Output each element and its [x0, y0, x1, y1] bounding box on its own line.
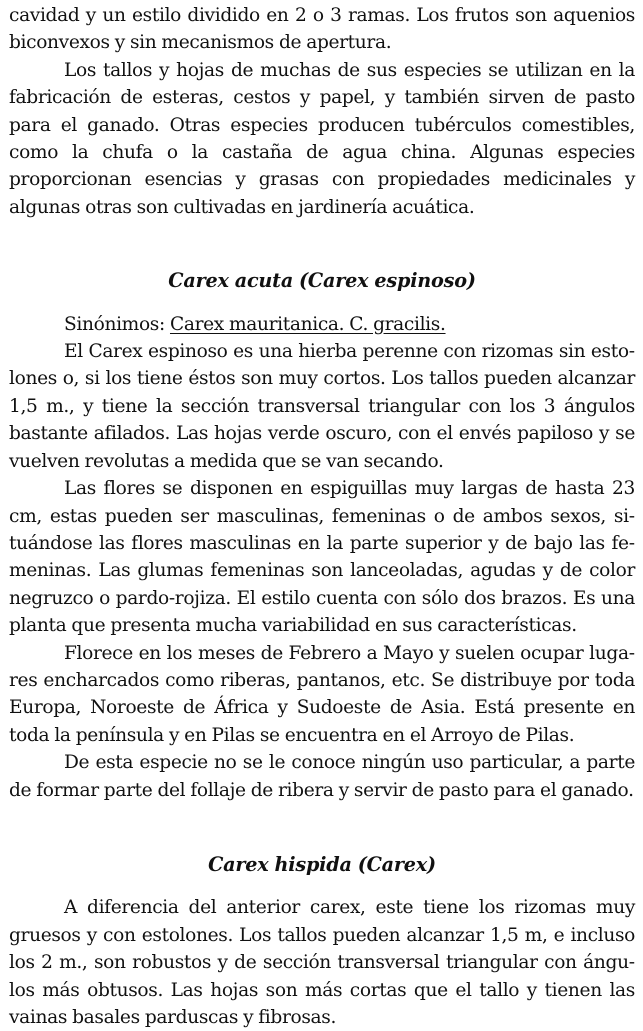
section-title-carex-acuta: Carex acuta (Carex espinoso): [168, 269, 476, 293]
carex-acuta-habitat: Florece en los meses de Febrero a Mayo y suelen ocupar lugares encharcados como riberas, pantanos, etc. Se distribuye por toda Europa, Noroeste de África y Sudoeste de Asia. Está presente en toda la península y en Pilas se encuentra en el Arroyo de Pilas.: [9, 642, 635, 746]
intro-paragraph-continuation: cavidad y un estilo dividido en 2 o 3 ramas. Los frutos son aquenios biconvexos y sin mecanismos de apertura.: [9, 5, 635, 54]
synonyms-line: [9, 311, 635, 338]
intro-paragraph-uses: Los tallos y hojas de muchas de sus especies se utilizan en la fabricación de esteras, cestos y papel, y también sirven de pasto para el ganado. Otras especies producen tubérculos comestibles, como la chufa o la castaña de agua china. Algunas especies proporcionan esencias y grasas con propiedades medicinales y algunas otras son cultivadas en jardinería acuática.: [9, 59, 635, 218]
carex-acuta-description: El Carex espinoso es una hierba perenne con rizomas sin estolones o, si los tiene éstos son muy cortos. Los tallos pueden alcanzar 1,5 m., y tiene la sección transversal triangular con los 3 ángulos bastante afilados. Las hojas verde oscuro, con el envés papiloso y se vuelven revolutas a medida que se van secando.: [9, 341, 635, 472]
carex-acuta-flowers: Las flores se disponen en espiguillas muy largas de hasta 23 cm, estas pueden ser masculinas, femeninas o de ambos sexos, situándose las flores masculinas en la parte superior y de bajo las femeninas. Las glumas femeninas son lanceoladas, agudas y de color negruzco o pardo-rojiza. El estilo cuenta con sólo dos brazos. Es una planta que presenta mucha variabilidad en sus características.: [9, 478, 635, 637]
section-title-carex-hispida: Carex hispida (Carex): [208, 852, 436, 876]
synonyms-label: Sinónimos:: [64, 313, 170, 335]
document-page: [9, 2, 635, 1031]
carex-acuta-uses: De esta especie no se le conoce ningún uso particular, a parte de formar parte del follaje de ribera y servir de pasto para el ganado.: [9, 752, 635, 801]
synonyms-value: Carex mauritanica. C. gracilis.: [169, 313, 446, 335]
carex-hispida-description: A diferencia del anterior carex, este tiene los rizomas muy gruesos y con estolones. Los tallos pueden alcanzar 1,5 m, e incluso los 2 m., son robustos y de sección transversal triangular con ángulos más obtusos. Las hojas son más cortas que el tallo y tienen las vainas basales parduscas y fibrosas.: [9, 897, 635, 1028]
